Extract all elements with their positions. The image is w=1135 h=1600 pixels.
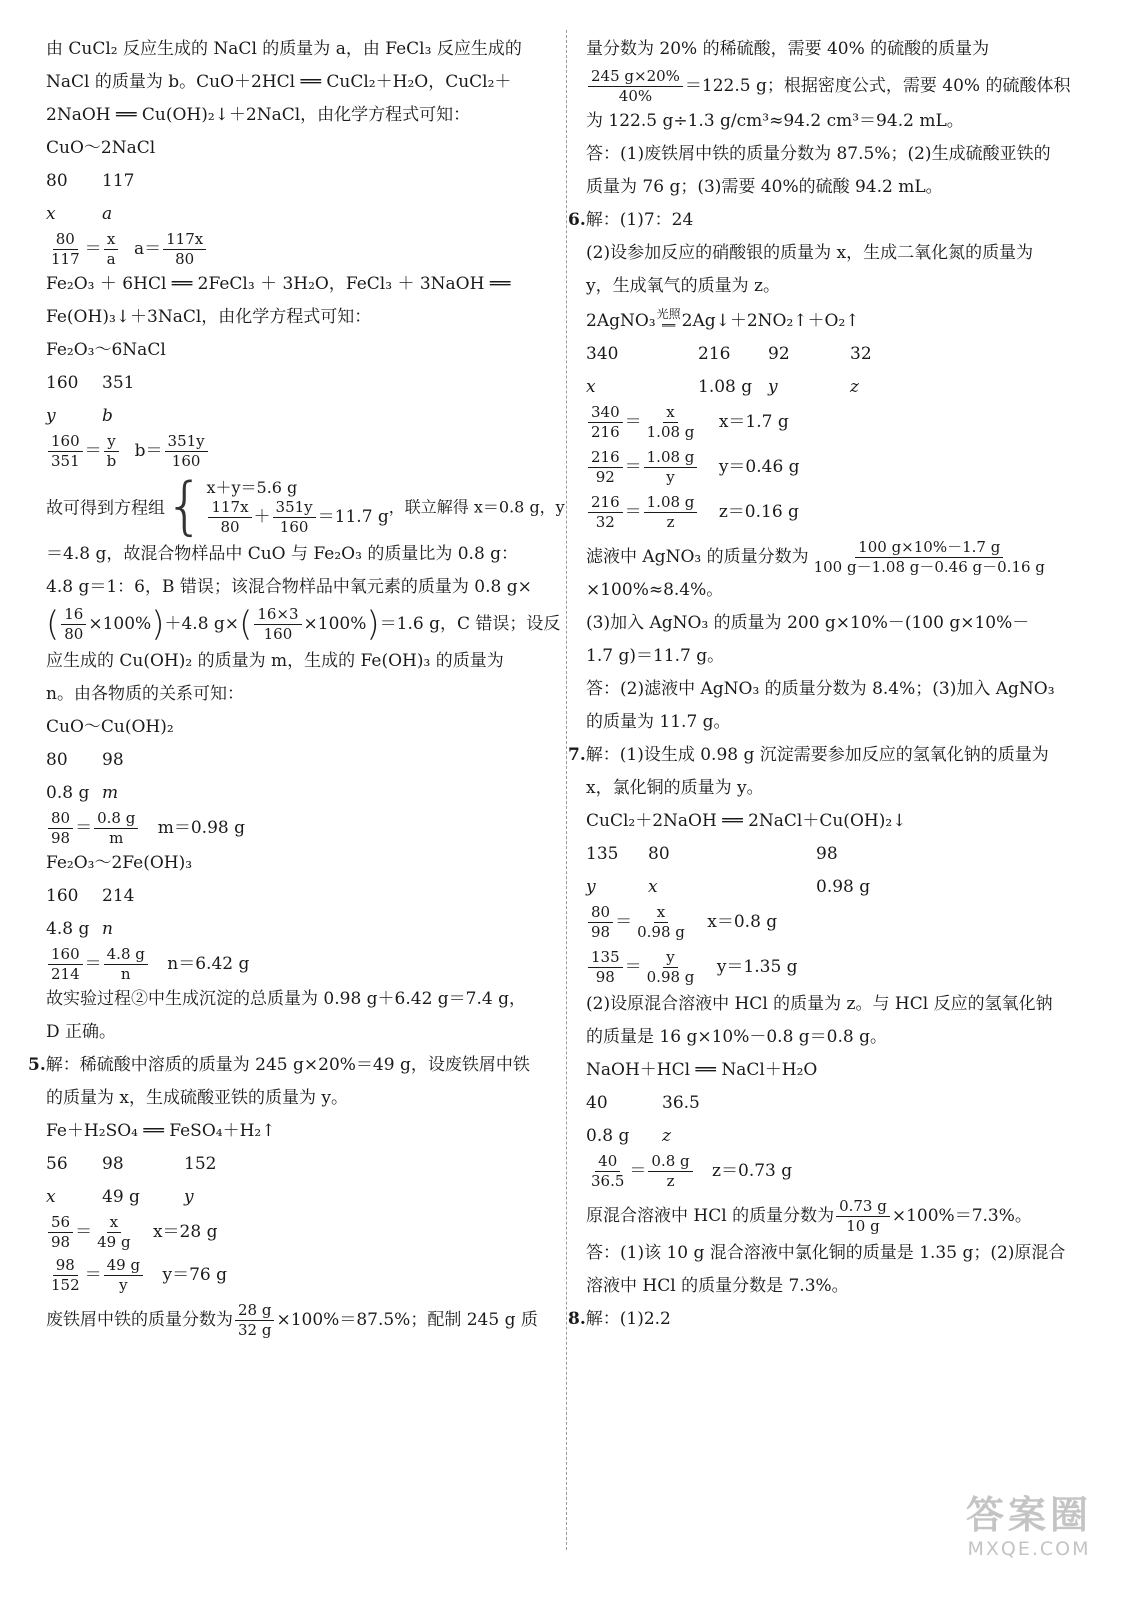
proportion-equation: $\frac{80}{98}$ ＝ $\frac{x}{0.98 g}$ x＝0.8 g	[586, 903, 1106, 942]
proportion-equation: $\frac{80}{98}$ ＝ $\frac{0.8 g}{m}$ m＝0.98 g	[46, 809, 552, 848]
watermark-logo: 答案圈 MXQE.COM	[965, 1493, 1092, 1560]
text-line: Fe(OH)₃↓＋3NaCl，由化学方程式可知：	[46, 307, 372, 327]
answer-line: 的质量为 11.7 g。	[586, 712, 731, 732]
fraction: $\frac{x}{a}$	[104, 230, 119, 269]
text-line: n。由各物质的关系可知：	[46, 684, 244, 704]
ratio-row	[46, 170, 552, 192]
equation-system: 故可得到方程组 { x＋y＝5.6 g $\frac{117x}{80}$ ＋ $\frac{351y}{160}$ ＝11.7 g ，联立解得 x＝0.8 g，y	[46, 469, 565, 542]
text-line: 的质量为 x，生成硫酸亚铁的质量为 y。	[46, 1088, 348, 1108]
reaction-equation: 2AgNO₃ 光照 ══ 2Ag↓＋2NO₂↑＋O₂↑	[586, 307, 860, 332]
question-number: 5.	[28, 1055, 46, 1075]
relation-line: CuO～2NaCl	[46, 138, 156, 158]
proportion-equation: $\frac{40}{36.5}$ ＝ $\frac{0.8 g}{z}$ z＝0.73 g	[591, 1152, 793, 1190]
calculation-line: 废铁屑中铁的质量分数为 $\frac{28 g}{32 g}$ ×100%＝87.5%；配制 245 g 质	[46, 1301, 538, 1339]
text-line: NaCl 的质量为 b。CuO＋2HCl ══ CuCl₂＋H₂O，CuCl₂＋	[46, 72, 512, 92]
ratio-row: y x 0.98 g	[586, 877, 871, 897]
ratio-cell: a	[102, 204, 113, 224]
ratio-row: 0.8 g m	[46, 783, 119, 803]
ratio-row: y b	[46, 406, 113, 426]
calculation-line: $\frac{245 g\times 20\%}{40\%}$ ＝122.5 g；根据密度公式，需要 40% 的硫酸体积	[586, 67, 1106, 106]
text-line: (2)设原混合溶液中 HCl 的质量为 z。与 HCl 反应的氢氧化钠	[586, 994, 1053, 1014]
proportion-equation: $\frac{56}{98}$ ＝ $\frac{x}{49 g}$ x＝28 g	[46, 1213, 552, 1252]
text-line: 的质量是 16 g×10%－0.8 g＝0.8 g。	[586, 1027, 887, 1047]
text-line: y，生成氧气的质量为 z。	[586, 276, 780, 296]
fraction: $\frac{160}{351}$	[48, 432, 83, 471]
proportion-equation: $\frac{216}{32}$ ＝ $\frac{1.08 g}{z}$ z＝0.16 g	[586, 493, 1106, 532]
calculation-line: ( $\frac{16}{80}$ ×100%)＋4.8 g×( $\frac{16\times 3}{160}$ ×100%)＝1.6 g，C 错误；设反	[46, 604, 561, 645]
text-line: 由 CuCl₂ 反应生成的 NaCl 的质量为 a，由 FeCl₃ 反应生成的	[46, 39, 522, 59]
text-line: Fe₂O₃ ＋ 6HCl ══ 2FeCl₃ ＋ 3H₂O，FeCl₃ ＋ 3NaOH ══	[46, 274, 511, 294]
ratio-row: x 1.08 g y z	[586, 377, 859, 397]
proportion-equation: $\frac{98}{152}$ ＝ $\frac{49 g}{y}$ y＝76 g	[51, 1256, 228, 1294]
calculation-line: 滤液中 AgNO₃ 的质量分数为 $\frac{100 g\times 10\%-1.7 g}{100 g-1.08 g-0.46 g-0.16 g}$	[586, 538, 1045, 576]
fraction: $\frac{80}{117}$	[51, 230, 80, 268]
text-line: 为 122.5 g÷1.3 g/cm³≈94.2 cm³＝94.2 mL。	[586, 111, 964, 131]
ratio-row: 340 216 92 32	[586, 344, 872, 364]
ratio-row: 4.8 g n	[46, 919, 113, 939]
relation-line: Fe₂O₃～2Fe(OH)₃	[46, 853, 193, 873]
question-number: 7.	[568, 745, 586, 765]
text-line: D 正确。	[46, 1022, 117, 1042]
ratio-row: x 49 g y	[46, 1187, 194, 1207]
right-column	[568, 38, 1106, 1341]
text-line: ＝4.8 g，故混合物样品中 CuO 与 Fe₂O₃ 的质量比为 0.8 g：	[46, 544, 519, 564]
answer-line: 答：(1)该 10 g 混合溶液中氯化铜的质量是 1.35 g；(2)原混合	[586, 1243, 1066, 1263]
proportion-equation: $\frac{160}{351}$ ＝ $\frac{y}{b}$ b＝ $\frac{351y}{160}$	[46, 432, 552, 471]
text-line: 4.8 g＝1：6，B 错误；该混合物样品中氧元素的质量为 0.8 g×	[46, 577, 532, 597]
answer-line: 溶液中 HCl 的质量分数是 7.3%。	[586, 1276, 849, 1296]
proportion-equation: $\frac{160}{214}$ ＝ $\frac{4.8 g}{n}$ n＝6.42 g	[46, 945, 552, 984]
question-8: 8.解：(1)2.2	[568, 1309, 671, 1329]
proportion-equation: $\frac{80}{117}$ ＝ $\frac{x}{a}$ a＝ $\frac{117x}{80}$	[46, 230, 552, 269]
ratio-row	[46, 203, 552, 225]
ratio-row: 0.8 g z	[586, 1126, 671, 1146]
fraction: $\frac{117x}{80}$	[163, 230, 206, 269]
question-number: 6.	[568, 210, 586, 230]
question-6: 6.解：(1)7：24	[568, 210, 694, 230]
relation-line: CuO～Cu(OH)₂	[46, 717, 174, 737]
text-line: 2NaOH ══ Cu(OH)₂↓＋2NaCl，由化学方程式可知：	[46, 105, 471, 125]
relation-line: Fe₂O₃～6NaCl	[46, 340, 166, 360]
proportion-equation: $\frac{216}{92}$ ＝ $\frac{1.08 g}{y}$ y＝0.46 g	[586, 448, 1106, 487]
text-line: (2)设参加反应的硝酸银的质量为 x，生成二氧化氮的质量为	[586, 243, 1034, 263]
ratio-row: 135 80 98	[586, 844, 838, 864]
text-line: x，氯化铜的质量为 y。	[586, 778, 764, 798]
question-number: 8.	[568, 1309, 586, 1329]
answer-line: 答：(1)废铁屑中铁的质量分数为 87.5%；(2)生成硫酸亚铁的	[586, 144, 1051, 164]
answer-line: 质量为 76 g；(3)需要 40%的硫酸 94.2 mL。	[586, 177, 943, 197]
reaction-equation: Fe＋H₂SO₄ ══ FeSO₄＋H₂↑	[46, 1121, 276, 1141]
question-7: 7.解：(1)设生成 0.98 g 沉淀需要参加反应的氢氧化钠的质量为	[568, 745, 1049, 765]
ratio-cell: 80	[46, 171, 68, 191]
reaction-equation: CuCl₂＋2NaOH ══ 2NaCl＋Cu(OH)₂↓	[586, 811, 907, 831]
text-line: (3)加入 AgNO₃ 的质量为 200 g×10%－(100 g×10%－	[586, 613, 1030, 633]
calculation-line: 原混合溶液中 HCl 的质量分数为 $\frac{0.73 g}{10 g}$ ×100%＝7.3%。	[586, 1197, 1032, 1235]
ratio-cell: x	[46, 204, 56, 224]
ratio-row: 160 214	[46, 886, 135, 906]
fraction: $\frac{351y}{160}$	[165, 432, 208, 471]
question-5: 5.解：稀硫酸中溶质的质量为 245 g×20%＝49 g，设废铁屑中铁	[28, 1055, 530, 1075]
ratio-row: 80 98	[46, 750, 124, 770]
text-line: 量分数为 20% 的稀硫酸，需要 40% 的硫酸的质量为	[586, 39, 990, 59]
brace-glyph: {	[165, 469, 205, 542]
ratio-row: 160 351	[46, 373, 135, 393]
reaction-equation: NaOH＋HCl ══ NaCl＋H₂O	[586, 1060, 818, 1080]
left-column	[28, 38, 565, 1351]
text-line: 故实验过程②中生成沉淀的总质量为 0.98 g＋6.42 g＝7.4 g，	[46, 989, 527, 1009]
text-line: 1.7 g)＝11.7 g。	[586, 646, 725, 666]
ratio-row: 56 98 152	[46, 1154, 217, 1174]
proportion-equation: $\frac{135}{98}$ ＝ $\frac{y}{0.98 g}$ y＝1.35 g	[586, 948, 1106, 987]
fraction: $\frac{y}{b}$	[104, 432, 120, 471]
answer-line: 答：(2)滤液中 AgNO₃ 的质量分数为 8.4%；(3)加入 AgNO₃	[586, 679, 1055, 699]
reaction-condition: 光照	[656, 307, 681, 321]
text-line: 应生成的 Cu(OH)₂ 的质量为 m，生成的 Fe(OH)₃ 的质量为	[46, 651, 504, 671]
column-divider	[566, 30, 567, 1550]
ratio-row: 40 36.5	[586, 1093, 700, 1113]
ratio-cell: 117	[102, 171, 135, 191]
proportion-equation: $\frac{340}{216}$ ＝ $\frac{x}{1.08 g}$ x＝1.7 g	[586, 403, 1106, 442]
text-line: ×100%≈8.4%。	[586, 580, 724, 600]
